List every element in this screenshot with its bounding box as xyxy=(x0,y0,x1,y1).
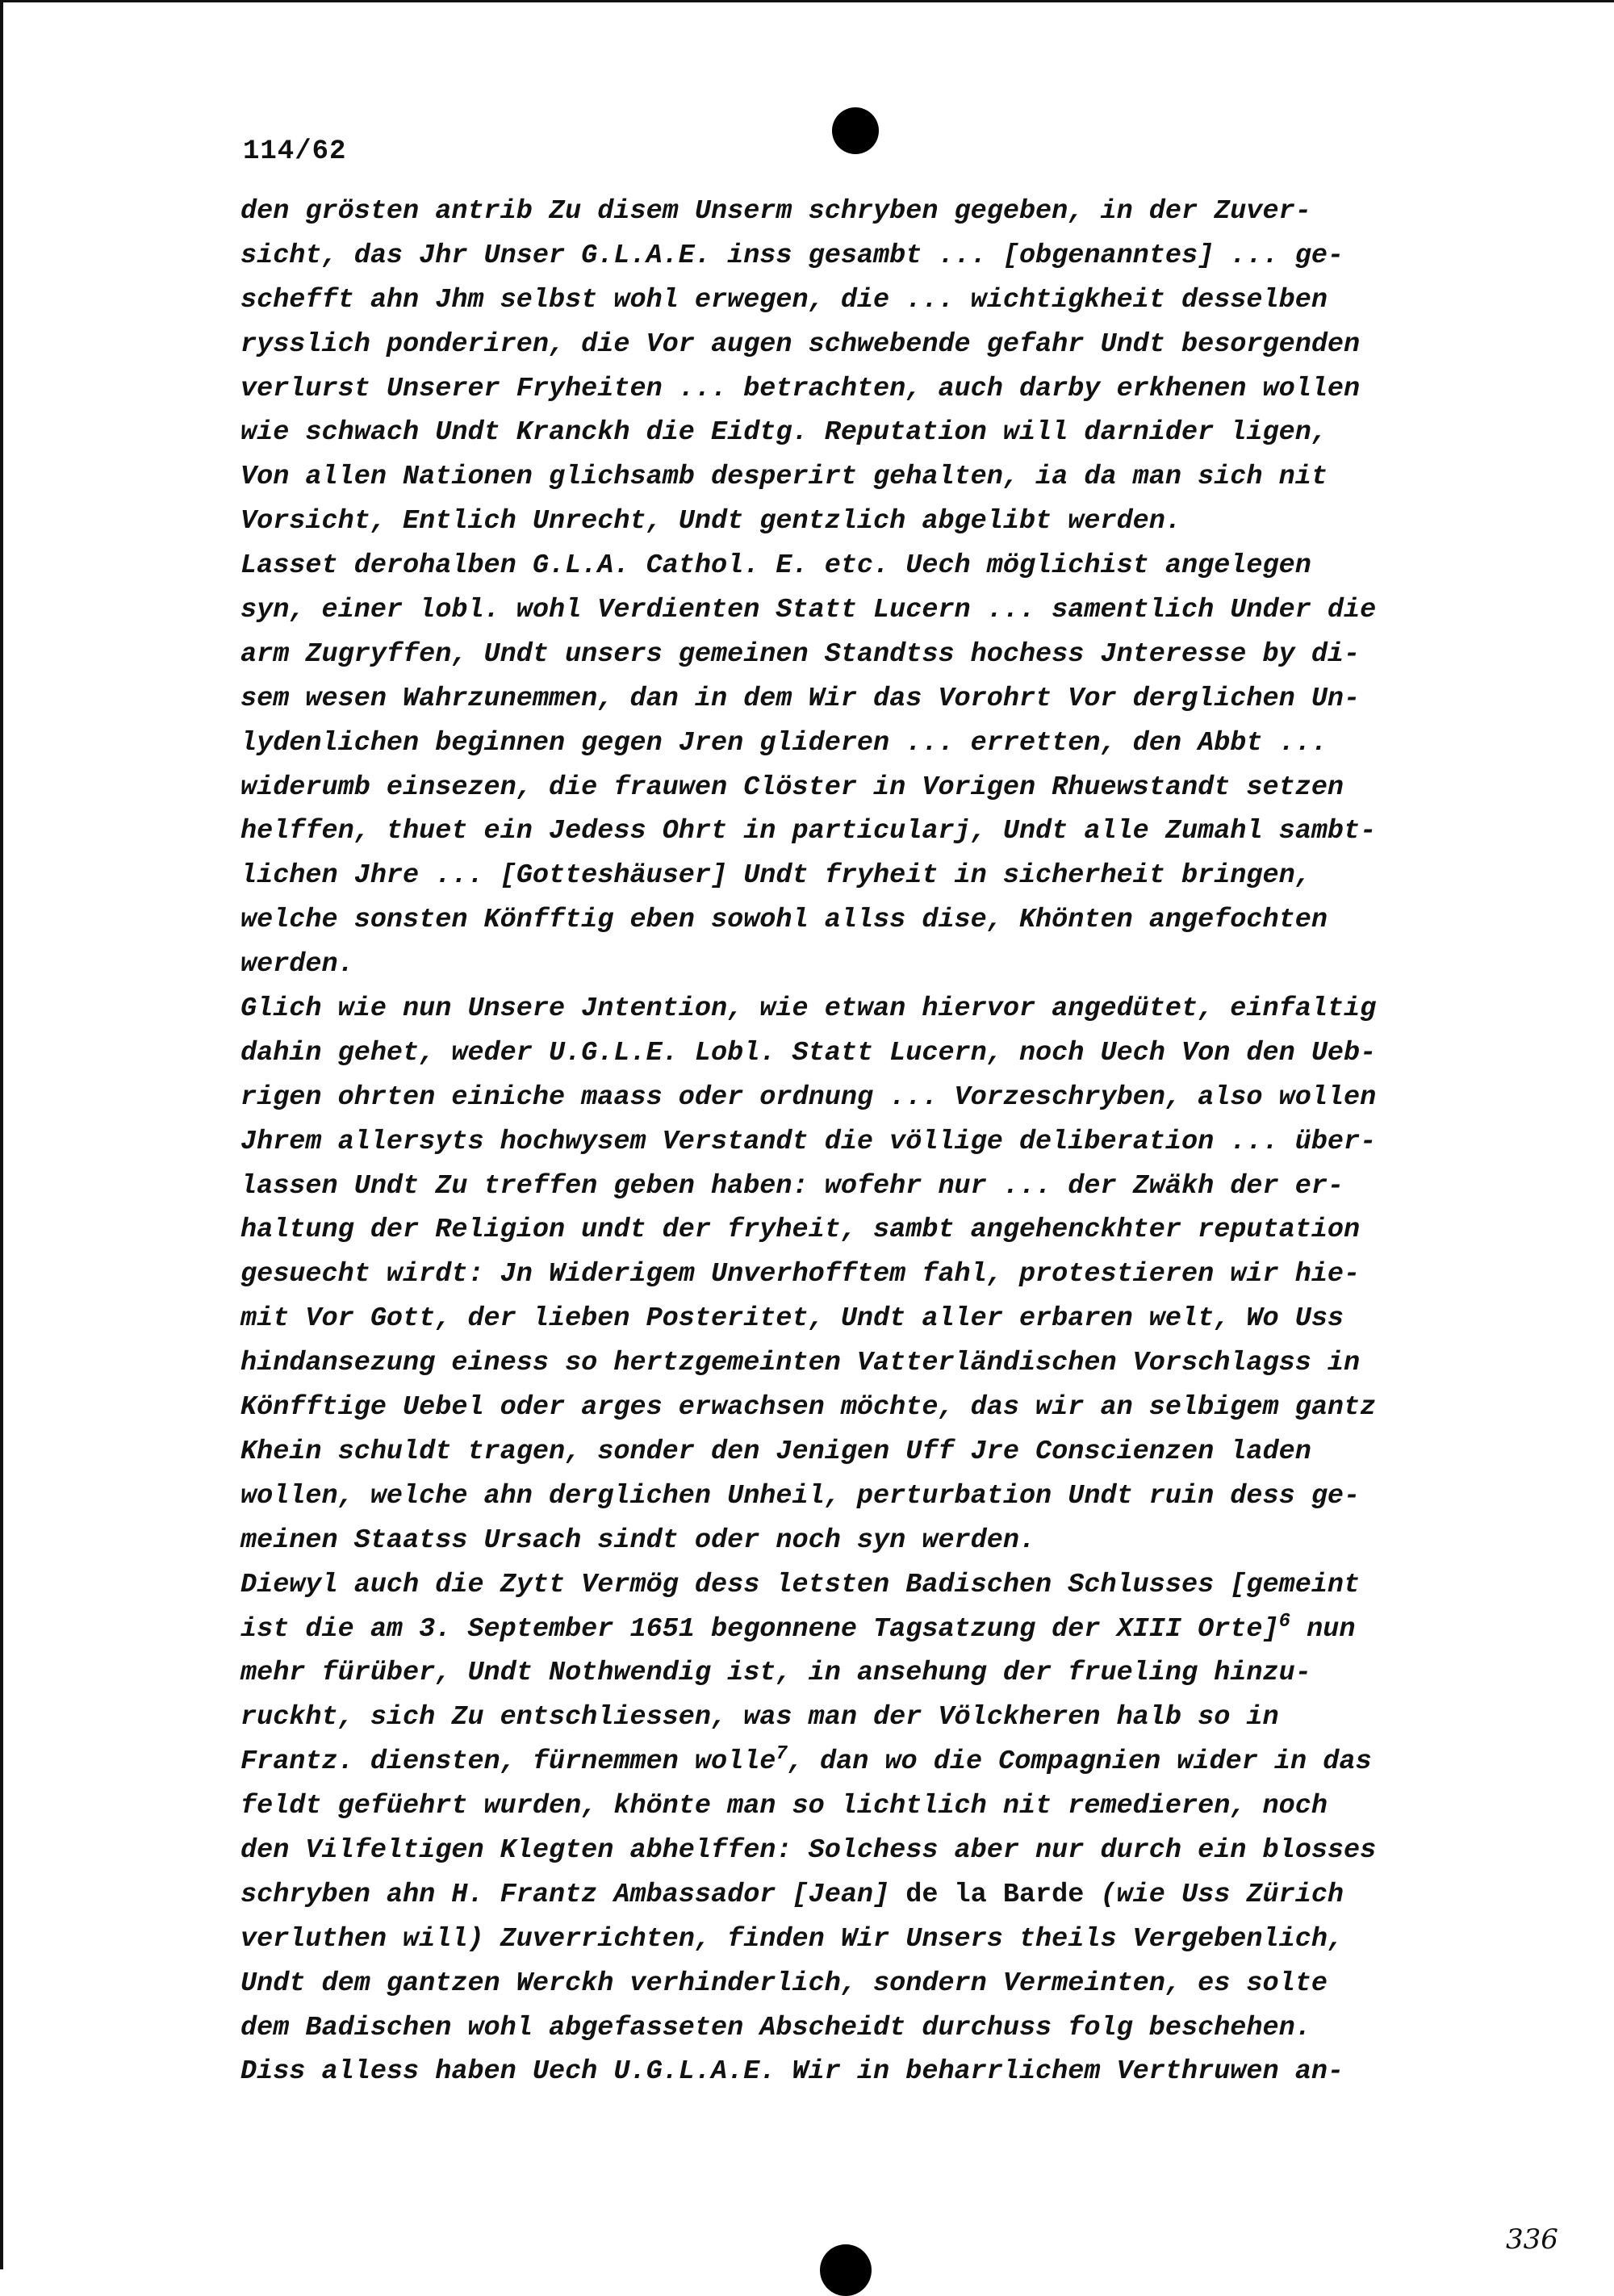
text-line: gesuecht wirdt: Jn Widerigem Unverhofftem fahl, protestieren wir hie- xyxy=(240,1259,1361,1290)
line-text: Frantz. diensten, fürnemmen wolle xyxy=(240,1746,776,1778)
text-line-with-name xyxy=(240,1873,1467,1918)
text-line: den grösten antrib Zu disem Unserm schryben gegeben, in der Zuver- xyxy=(240,196,1311,227)
footnote-marker: 7 xyxy=(776,1743,788,1766)
text-line: arm Zugryffen, Undt unsers gemeinen Standtss hochess Jnteresse by di- xyxy=(240,638,1361,670)
text-line: hindansezung einess so hertzgemeinten Vatterländischen Vorschlagss in xyxy=(240,1348,1361,1379)
line-text: ist die am 3. September 1651 begonnene Tagsatzung der XIII Orte] xyxy=(240,1613,1279,1645)
text-line: ruckht, sich Zu entschliessen, was man der Völckheren halb so in xyxy=(240,1702,1279,1734)
text-line: sem wesen Wahrzunemmen, dan in dem Wir das Vorohrt Vor derglichen Un- xyxy=(240,683,1361,714)
text-line: den Vilfeltigen Klegten abhelffen: Solchess aber nur durch ein blosses xyxy=(240,1834,1377,1866)
text-line: Undt dem gantzen Werckh verhinderlich, sondern Vermeinten, es solte xyxy=(240,1968,1328,1999)
text-line: meinen Staatss Ursach sindt oder noch syn werden. xyxy=(240,1524,1036,1556)
text-line: Jhrem allersyts hochwysem Verstandt die völlige deliberation ... über- xyxy=(240,1126,1377,1157)
person-name: de la Barde xyxy=(905,1879,1085,1910)
punch-hole-top xyxy=(832,107,879,154)
text-line: haltung der Religion undt der fryheit, sambt angehenckhter reputation xyxy=(240,1215,1361,1246)
text-line: rysslich ponderiren, die Vor augen schwebende gefahr Undt besorgenden xyxy=(240,328,1361,360)
line-text-tail: (wie Uss Zürich xyxy=(1084,1879,1344,1910)
line-text: schryben ahn H. Frantz Ambassador [Jean] xyxy=(240,1879,906,1910)
text-line: Von allen Nationen glichsamb desperirt gehalten, ia da man sich nit xyxy=(240,462,1328,493)
text-line: lichen Jhre ... [Gotteshäuser] Undt fryheit in sicherheit bringen, xyxy=(240,860,1311,892)
text-line: feldt gefüehrt wurden, khönte man so lichtlich nit remedieren, noch xyxy=(240,1791,1328,1822)
line-text-tail: nun xyxy=(1290,1613,1356,1645)
text-line: werden. xyxy=(240,949,354,981)
text-line: welche sonsten Könfftig eben sowohl allss dise, Khönten angefochten xyxy=(240,905,1328,936)
page-reference: 114/62 xyxy=(243,136,347,167)
text-line-with-footnote xyxy=(240,1608,1467,1652)
text-line: dahin gehet, weder U.G.L.E. Lobl. Statt Lucern, noch Uech Von den Ueb- xyxy=(240,1037,1377,1069)
text-line-with-footnote xyxy=(240,1740,1467,1784)
transcription-body xyxy=(240,190,1467,2094)
text-line: wollen, welche ahn derglichen Unheil, perturbation Undt ruin dess ge- xyxy=(240,1480,1361,1512)
text-line: Glich wie nun Unsere Jntention, wie etwan hiervor angedütet, einfaltig xyxy=(240,993,1377,1025)
punch-hole-bottom xyxy=(820,2244,872,2296)
text-line: mit Vor Gott, der lieben Posteritet, Undt aller erbaren welt, Wo Uss xyxy=(240,1303,1344,1335)
text-line: widerumb einsezen, die frauwen Clöster in Vorigen Rhuewstandt setzen xyxy=(240,772,1344,803)
text-line: Lasset derohalben G.L.A. Cathol. E. etc. Uech möglichist angelegen xyxy=(240,550,1311,582)
archive-number: 336 xyxy=(1506,2223,1558,2256)
text-line: verluthen will) Zuverrichten, finden Wir Unsers theils Vergebenlich, xyxy=(240,1923,1344,1955)
line-text-tail: , dan wo die Compagnien wider in das xyxy=(787,1746,1372,1778)
text-line: Khein schuldt tragen, sonder den Jenigen Uff Jre Conscienzen laden xyxy=(240,1436,1311,1467)
text-line: verlurst Unserer Fryheiten ... betrachten, auch darby erkhenen wollen xyxy=(240,373,1361,404)
text-line: sicht, das Jhr Unser G.L.A.E. inss gesambt ... [obgenanntes] ... ge- xyxy=(240,240,1344,271)
text-line: Könfftige Uebel oder arges erwachsen möchte, das wir an selbigem gantz xyxy=(240,1392,1377,1424)
text-line: Vorsicht, Entlich Unrecht, Undt gentzlich abgelibt werden. xyxy=(240,506,1181,537)
text-line: mehr fürüber, Undt Nothwendig ist, in ansehung der frueling hinzu- xyxy=(240,1658,1311,1689)
text-line: wie schwach Undt Kranckh die Eidtg. Reputation will darnider ligen, xyxy=(240,417,1328,449)
text-line: helffen, thuet ein Jedess Ohrt in particularj, Undt alle Zumahl sambt- xyxy=(240,816,1377,847)
text-line: lydenlichen beginnen gegen Jren glideren ... erretten, den Abbt ... xyxy=(240,727,1328,759)
footnote-marker: 6 xyxy=(1278,1610,1291,1633)
text-line: rigen ohrten einiche maass oder ordnung ... Vorzeschryben, also wollen xyxy=(240,1081,1377,1113)
text-line: Diss alless haben Uech U.G.L.A.E. Wir in beharrlichem Verthruwen an- xyxy=(240,2056,1344,2088)
text-line: syn, einer lobl. wohl Verdienten Statt Lucern ... samentlich Under die xyxy=(240,595,1377,626)
text-line: lassen Undt Zu treffen geben haben: wofehr nur ... der Zwäkh der er- xyxy=(240,1170,1344,1202)
text-line: schefft ahn Jhm selbst wohl erwegen, die ... wichtigkheit desselben xyxy=(240,284,1328,316)
text-line: dem Badischen wohl abgefasseten Abscheidt durchuss folg beschehen. xyxy=(240,2012,1311,2043)
text-line: Diewyl auch die Zytt Vermög dess letsten Badischen Schlusses [gemeint xyxy=(240,1569,1361,1600)
